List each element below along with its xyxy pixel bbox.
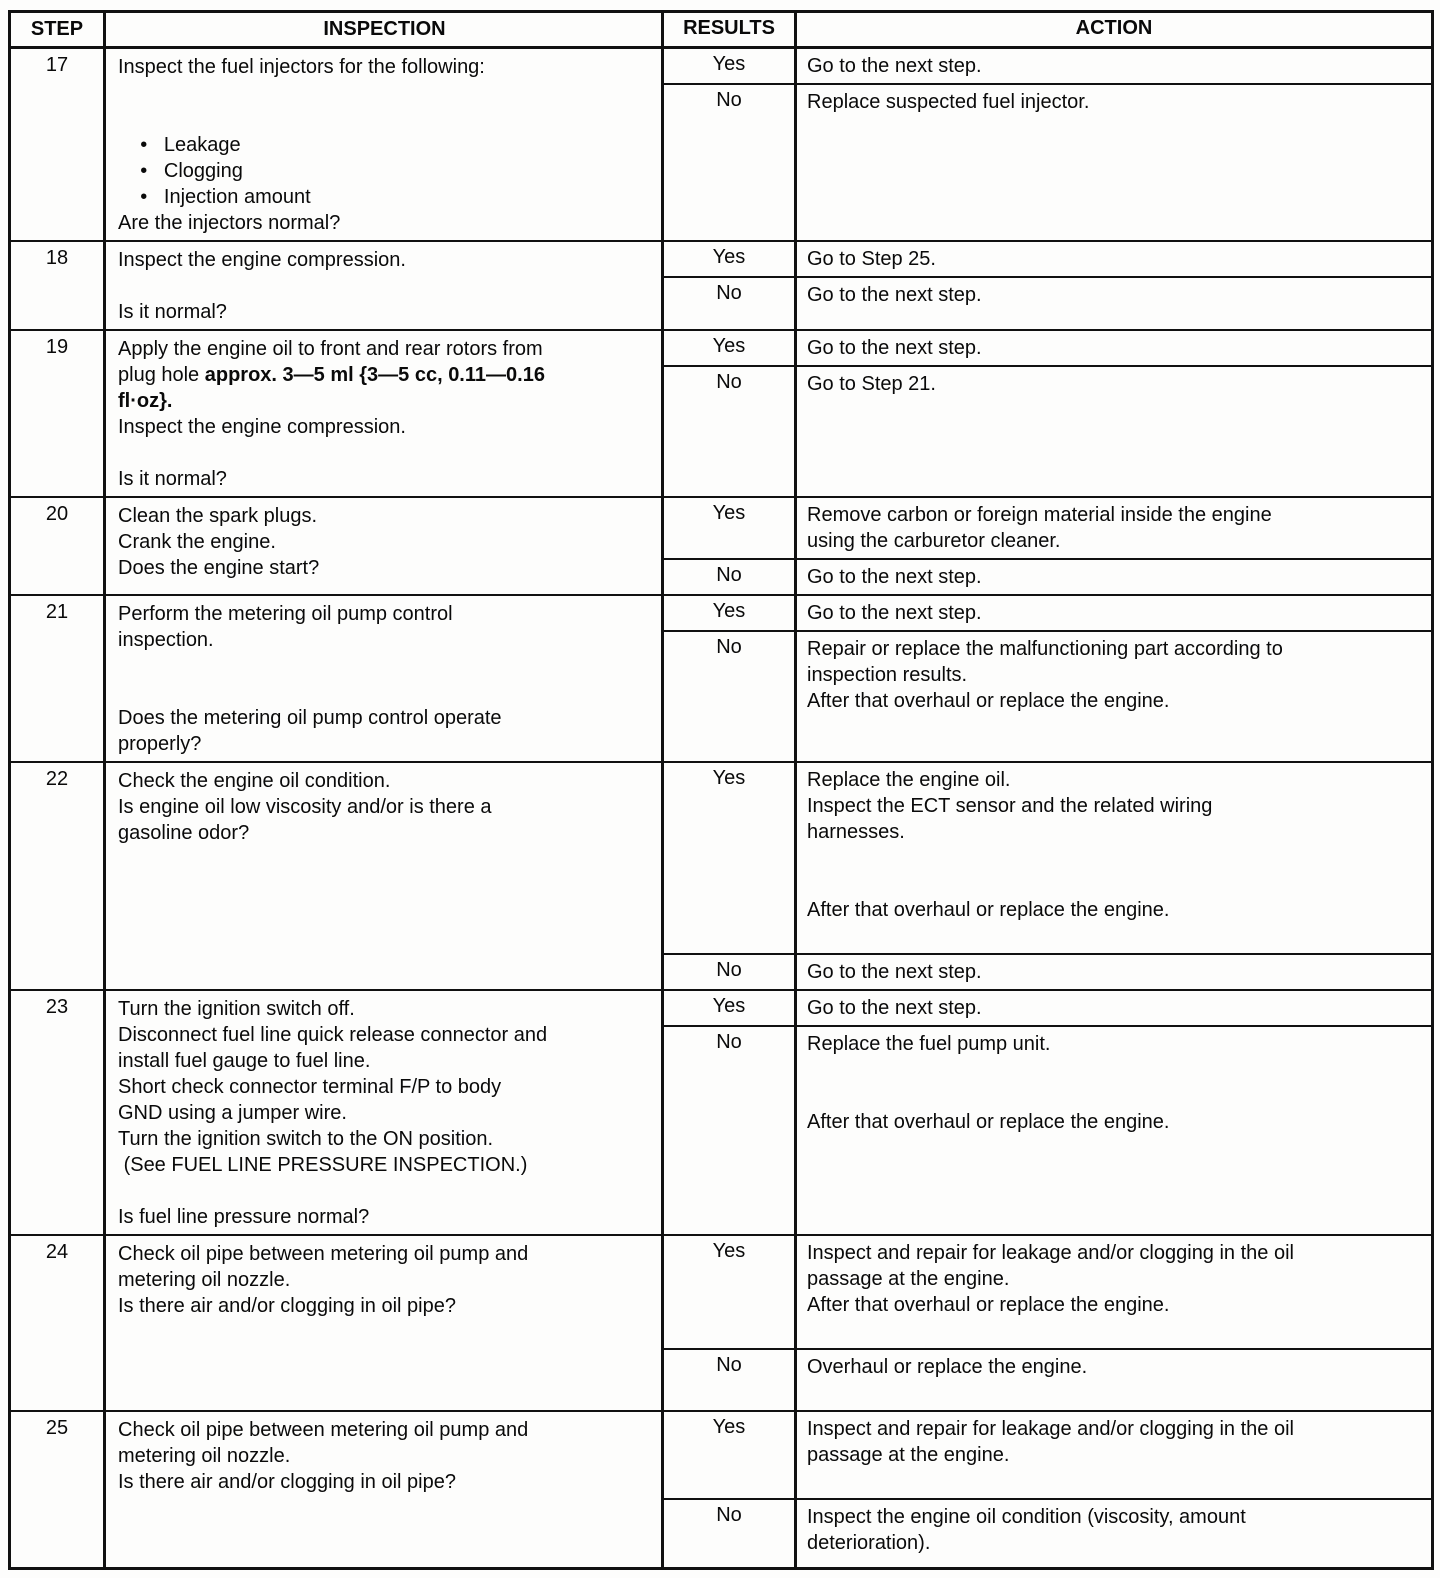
- step-number: 21: [11, 596, 106, 761]
- text-line: install fuel gauge to fuel line.: [118, 1050, 371, 1072]
- table-row: [11, 49, 1431, 242]
- text-line: [807, 1468, 1421, 1494]
- step-number: 18: [11, 242, 106, 329]
- step-number: 19: [11, 331, 106, 496]
- result-row: [664, 83, 1431, 240]
- text-line: plug hole approx. 3—5 ml {3—5 cc, 0.11—0.16: [118, 364, 545, 386]
- inspection-table: [8, 10, 1434, 1570]
- table-body: [11, 49, 1431, 1567]
- text-line: properly?: [118, 733, 202, 755]
- table-row: [11, 596, 1431, 763]
- result-label: Yes: [664, 1236, 797, 1348]
- text-line: Turn the ignition switch to the ON position.: [118, 1128, 493, 1150]
- step-number: 17: [11, 49, 106, 240]
- text-line: • Leakage: [118, 134, 241, 156]
- text-line: [118, 440, 651, 466]
- result-row: [664, 558, 1431, 594]
- text-line: Go to the next step.: [807, 566, 982, 588]
- text-line: Replace the fuel pump unit.: [807, 1033, 1051, 1055]
- result-row: [664, 331, 1431, 365]
- result-label: Yes: [664, 331, 797, 365]
- step-number: 23: [11, 991, 106, 1234]
- text-line: Go to the next step.: [807, 337, 982, 359]
- result-row: [664, 1348, 1431, 1410]
- table-row: [11, 498, 1431, 596]
- text-line: (See FUEL LINE PRESSURE INSPECTION.): [118, 1154, 528, 1176]
- text-line: [807, 1083, 1421, 1109]
- text-line: Is there air and/or clogging in oil pipe?: [118, 1471, 456, 1493]
- inspection-cell: [106, 1412, 664, 1567]
- result-label: Yes: [664, 991, 797, 1025]
- text-line: inspection results.: [807, 664, 968, 686]
- text-line: After that overhaul or replace the engine.: [807, 1111, 1170, 1133]
- text-line: Apply the engine oil to front and rear rotors from: [118, 338, 543, 360]
- action-cell: [797, 632, 1431, 761]
- action-cell: [797, 1027, 1431, 1234]
- text-line: Inspect the fuel injectors for the following:: [118, 56, 485, 78]
- result-row: [664, 498, 1431, 558]
- text-line: Replace the engine oil.: [807, 769, 1011, 791]
- text-line: Go to the next step.: [807, 997, 982, 1019]
- result-row: [664, 1498, 1431, 1567]
- result-row: [664, 596, 1431, 630]
- text-line: • Injection amount: [118, 186, 311, 208]
- action-cell: [797, 85, 1431, 240]
- text-line: Short check connector terminal F/P to body: [118, 1076, 502, 1098]
- text-line: Inspect the ECT sensor and the related wiring: [807, 795, 1213, 817]
- text-line: [807, 845, 1421, 871]
- text-line: Inspect and repair for leakage and/or clogging in the oil: [807, 1418, 1294, 1440]
- inspection-cell: [106, 331, 664, 496]
- text-line: harnesses.: [807, 821, 905, 843]
- results-action-group: [664, 242, 1431, 329]
- action-cell: [797, 242, 1431, 276]
- result-label: No: [664, 560, 797, 594]
- text-line: [118, 1178, 651, 1204]
- text-line: Check the engine oil condition.: [118, 770, 391, 792]
- text-line: Disconnect fuel line quick release connector and: [118, 1024, 548, 1046]
- text-line: Does the engine start?: [118, 557, 320, 579]
- text-line: Inspect the engine compression.: [118, 249, 406, 271]
- text-line: Inspect the engine oil condition (viscosity, amount: [807, 1506, 1246, 1528]
- text-line: Is there air and/or clogging in oil pipe?: [118, 1295, 456, 1317]
- text-line: metering oil nozzle.: [118, 1445, 291, 1467]
- text-line: Replace suspected fuel injector.: [807, 91, 1090, 113]
- text-line: metering oil nozzle.: [118, 1269, 291, 1291]
- text-line: Go to the next step.: [807, 55, 982, 77]
- text-line: deterioration).: [807, 1532, 931, 1554]
- result-row: [664, 630, 1431, 761]
- text-line: [118, 653, 651, 679]
- result-label: No: [664, 955, 797, 989]
- table-row: [11, 991, 1431, 1236]
- text-line: passage at the engine.: [807, 1268, 1010, 1290]
- text-line: Is it normal?: [118, 301, 227, 323]
- text-line: Is engine oil low viscosity and/or is there a: [118, 796, 492, 818]
- inspection-cell: [106, 596, 664, 761]
- text-line: GND using a jumper wire.: [118, 1102, 347, 1124]
- text-line: inspection.: [118, 629, 214, 651]
- result-row: [664, 1025, 1431, 1234]
- step-number: 20: [11, 498, 106, 594]
- results-action-group: [664, 1236, 1431, 1410]
- action-cell: [797, 1350, 1431, 1410]
- step-number: 22: [11, 763, 106, 989]
- result-row: [664, 763, 1431, 953]
- result-label: No: [664, 367, 797, 496]
- action-cell: [797, 560, 1431, 594]
- text-line: Overhaul or replace the engine.: [807, 1356, 1088, 1378]
- text-line: [807, 1380, 1421, 1406]
- text-line: Check oil pipe between metering oil pump and: [118, 1243, 529, 1265]
- action-cell: [797, 278, 1431, 329]
- result-label: Yes: [664, 1412, 797, 1498]
- result-label: Yes: [664, 763, 797, 953]
- text-line: Perform the metering oil pump control: [118, 603, 453, 625]
- text-line: Go to the next step.: [807, 961, 982, 983]
- text-line: Inspect and repair for leakage and/or clogging in the oil: [807, 1242, 1294, 1264]
- step-number: 25: [11, 1412, 106, 1567]
- text-line: [807, 923, 1421, 949]
- text-line: Turn the ignition switch off.: [118, 998, 355, 1020]
- text-line: • Clogging: [118, 160, 243, 182]
- result-label: Yes: [664, 596, 797, 630]
- header-inspection: INSPECTION: [106, 13, 664, 46]
- result-label: No: [664, 1500, 797, 1567]
- text-line: passage at the engine.: [807, 1444, 1010, 1466]
- result-row: [664, 242, 1431, 276]
- action-cell: [797, 49, 1431, 83]
- action-cell: [797, 331, 1431, 365]
- inspection-cell: [106, 49, 664, 240]
- text-line: [807, 1318, 1421, 1344]
- action-cell: [797, 367, 1431, 496]
- text-line: using the carburetor cleaner.: [807, 530, 1061, 552]
- text-line: Does the metering oil pump control operate: [118, 707, 502, 729]
- action-cell: [797, 991, 1431, 1025]
- step-number: 24: [11, 1236, 106, 1410]
- result-row: [664, 953, 1431, 989]
- result-label: Yes: [664, 242, 797, 276]
- text-line: gasoline odor?: [118, 822, 250, 844]
- text-line: fl·oz}.: [118, 390, 173, 412]
- result-label: No: [664, 85, 797, 240]
- result-row: [664, 991, 1431, 1025]
- result-label: No: [664, 1350, 797, 1410]
- table-row: [11, 763, 1431, 991]
- table-row: [11, 1236, 1431, 1412]
- text-line: [118, 679, 651, 705]
- text-line: Clean the spark plugs.: [118, 505, 318, 527]
- results-action-group: [664, 596, 1431, 761]
- action-cell: [797, 1236, 1431, 1348]
- action-cell: [797, 1412, 1431, 1498]
- result-label: No: [664, 278, 797, 329]
- text-line: [807, 1135, 1421, 1161]
- action-cell: [797, 955, 1431, 989]
- result-label: No: [664, 632, 797, 761]
- text-line: Remove carbon or foreign material inside the engine: [807, 504, 1272, 526]
- inspection-cell: [106, 498, 664, 594]
- table-header-row: [11, 13, 1431, 49]
- text-line: [118, 273, 651, 299]
- text-line: Check oil pipe between metering oil pump and: [118, 1419, 529, 1441]
- header-step: STEP: [11, 13, 106, 46]
- text-line: After that overhaul or replace the engine.: [807, 690, 1170, 712]
- results-action-group: [664, 1412, 1431, 1567]
- text-line: [807, 871, 1421, 897]
- text-line: [807, 1057, 1421, 1083]
- text-line: Go to the next step.: [807, 284, 982, 306]
- inspection-cell: [106, 763, 664, 989]
- text-line: Go to Step 21.: [807, 373, 936, 395]
- result-label: Yes: [664, 498, 797, 558]
- table-row: [11, 331, 1431, 498]
- result-row: [664, 1412, 1431, 1498]
- text-line: Are the injectors normal?: [118, 212, 341, 234]
- table-row: [11, 242, 1431, 331]
- inspection-cell: [106, 991, 664, 1234]
- action-cell: [797, 498, 1431, 558]
- result-row: [664, 276, 1431, 329]
- text-line: Inspect the engine compression.: [118, 416, 406, 438]
- header-results: RESULTS: [664, 13, 797, 46]
- text-line: After that overhaul or replace the engine.: [807, 899, 1170, 921]
- text-line: Crank the engine.: [118, 531, 276, 553]
- result-label: Yes: [664, 49, 797, 83]
- inspection-cell: [106, 242, 664, 329]
- results-action-group: [664, 991, 1431, 1234]
- text-line: After that overhaul or replace the engine.: [807, 1294, 1170, 1316]
- text-line: Is fuel line pressure normal?: [118, 1206, 370, 1228]
- action-cell: [797, 1500, 1431, 1567]
- table-row: [11, 1412, 1431, 1567]
- results-action-group: [664, 763, 1431, 989]
- action-cell: [797, 763, 1431, 953]
- result-row: [664, 1236, 1431, 1348]
- text-line: Go to the next step.: [807, 602, 982, 624]
- text-line: [118, 80, 651, 106]
- text-line: Repair or replace the malfunctioning part according to: [807, 638, 1283, 660]
- result-row: [664, 49, 1431, 83]
- text-line: [118, 106, 651, 132]
- results-action-group: [664, 331, 1431, 496]
- results-action-group: [664, 49, 1431, 240]
- action-cell: [797, 596, 1431, 630]
- text-line: Is it normal?: [118, 468, 227, 490]
- results-action-group: [664, 498, 1431, 594]
- result-label: No: [664, 1027, 797, 1234]
- text-line: Go to Step 25.: [807, 248, 936, 270]
- inspection-cell: [106, 1236, 664, 1410]
- result-row: [664, 365, 1431, 496]
- header-action: ACTION: [1075, 17, 1153, 39]
